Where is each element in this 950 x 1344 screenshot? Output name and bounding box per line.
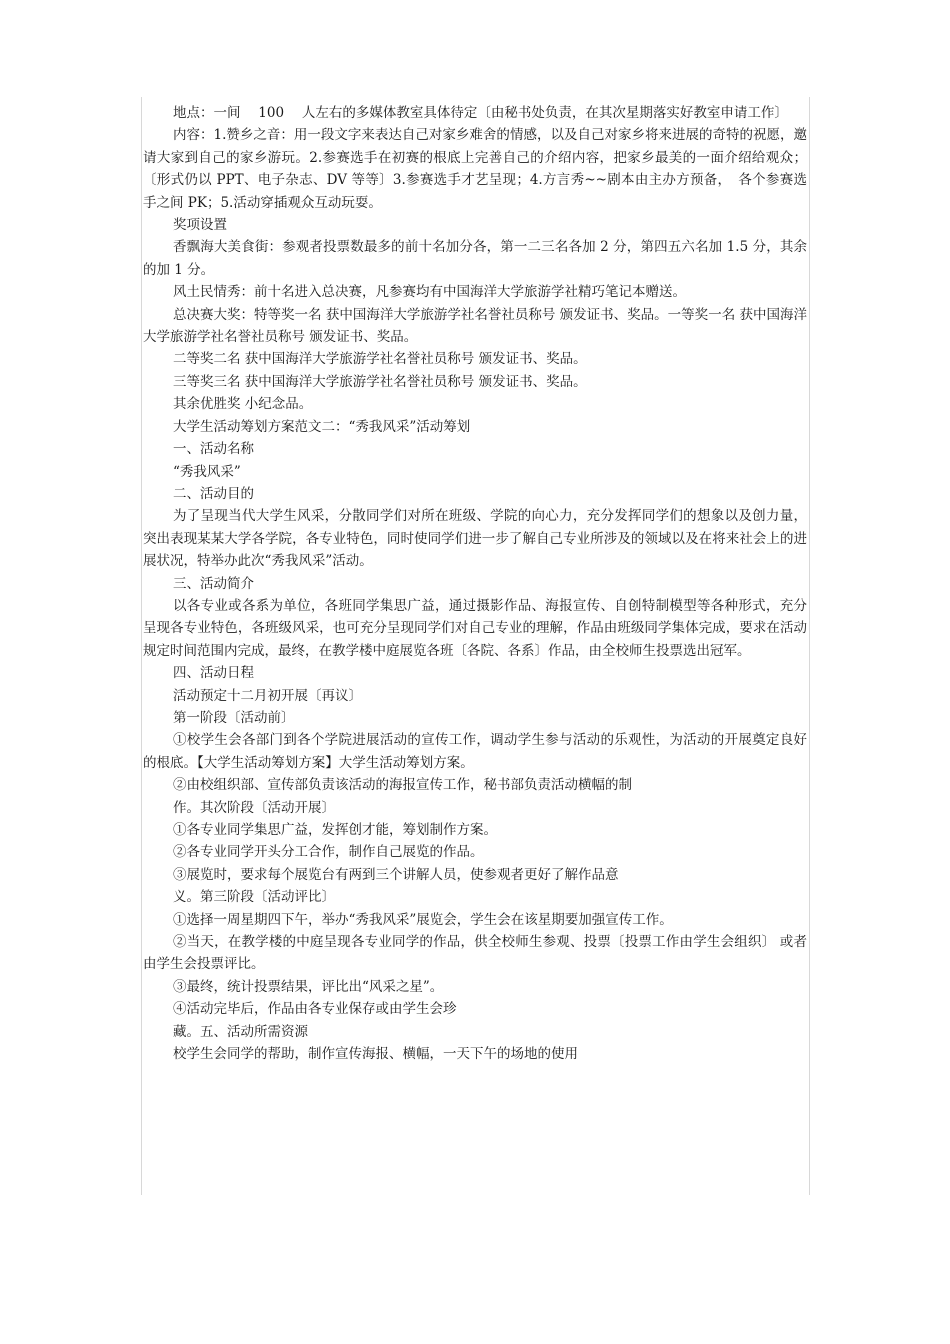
list-item: 藏。五、活动所需资源 bbox=[173, 1023, 308, 1040]
paragraph-folk-show-award: 风土民情秀：前十名进入总决赛，凡参赛均有中国海洋大学旅游学社精巧笔记本赠送。 bbox=[173, 284, 686, 301]
activity-name: “秀我风采” bbox=[173, 463, 241, 480]
paragraph-intro: 以各专业或各系为单位，各班同学集思广益，通过摄影作品、海报宣传、自创特制模型等各种形式，充分呈现各专业特色，各班级风采，也可充分呈现同学们对自己专业的理解，作品由班级同学集体完成，要求在活动规定时间范围内完成，最终，在教学楼中庭展览各班〔各院、各系〕作品，由全校师生投票选出冠军。 bbox=[143, 597, 807, 659]
list-item: 义。第三阶段〔活动评比〕 bbox=[173, 889, 335, 906]
paragraph-location: 地点：一间 100 人左右的多媒体教室具体待定〔由秘书处负责，在其次星期落实好教室申请工作〕 bbox=[173, 105, 788, 121]
paragraph-purpose: 为了呈现当代大学生风采，分散同学们对所在班级、学院的向心力，充分发挥同学们的想象以及创力量，突出表现某某大学各学院，各专业特色，同时使同学们进一步了解自己专业所涉及的领域以及在将来社会上的进展状况，特举办此次“秀我风采”活动。 bbox=[143, 508, 807, 570]
list-item: ②各专业同学开头分工合作，制作自己展览的作品。 bbox=[173, 844, 484, 861]
list-item: ③最终，统计投票结果，评比出“风采之星”。 bbox=[173, 978, 444, 995]
paragraph-final-award: 总决赛大奖：特等奖一名 获中国海洋大学旅游学社名誉社员称号 颁发证书、奖品。一等奖一名 获中国海洋大学旅游学社名誉社员称号 颁发证书、奖品。 bbox=[143, 306, 807, 346]
list-item: ④活动完毕后，作品由各专业保存或由学生会珍 bbox=[173, 1001, 457, 1018]
list-item: ②当天，在教学楼的中庭呈现各专业同学的作品，供全校师生参观、投票〔投票工作由学生会组织〕 或者由学生会投票评比。 bbox=[143, 934, 807, 973]
paragraph-schedule-start: 活动预定十二月初开展〔再议〕 bbox=[173, 687, 362, 704]
heading-sample-two: 大学生活动筹划方案范文二：“秀我风采”活动筹划 bbox=[173, 418, 471, 435]
list-item: ②由校组织部、宣传部负责该活动的海报宣传工作，秘书部负责活动横幅的制 bbox=[173, 777, 632, 794]
heading-activity-intro: 三、活动简介 bbox=[173, 575, 254, 592]
list-item: ③展览时，要求每个展览台有两到三个讲解人员，使参观者更好了解作品意 bbox=[173, 866, 619, 883]
heading-awards: 奖项设置 bbox=[173, 217, 227, 234]
paragraph-food-street-award: 香飘海大美食街：参观者投票数最多的前十名加分各，第一二三名各加 2 分，第四五六名加 1.5 分，其余的加 1 分。 bbox=[143, 239, 807, 278]
heading-stage-one: 第一阶段〔活动前〕 bbox=[173, 709, 295, 726]
heading-activity-purpose: 二、活动目的 bbox=[173, 485, 254, 502]
list-item: ①选择一周星期四下午，举办“秀我风采”展览会，学生会在该星期要加强宣传工作。 bbox=[173, 911, 673, 928]
paragraph-resources: 校学生会同学的帮助，制作宣传海报、横幅，一天下午的场地的使用 bbox=[173, 1046, 578, 1063]
paragraph-second-prize: 二等奖二名 获中国海洋大学旅游学社名誉社员称号 颁发证书、奖品。 bbox=[173, 351, 587, 368]
document-body bbox=[143, 102, 807, 1065]
heading-activity-name: 一、活动名称 bbox=[173, 441, 254, 458]
list-item: ①校学生会各部门到各个学院进展活动的宣传工作，调动学生参与活动的乐观性，为活动的开展奠定良好的根底。【大学生活动筹划方案】大学生活动筹划方案。 bbox=[143, 732, 807, 771]
list-item: ①各专业同学集思广益，发挥创才能，筹划制作方案。 bbox=[173, 822, 497, 838]
heading-schedule: 四、活动日程 bbox=[173, 665, 254, 682]
paragraph-third-prize: 三等奖三名 获中国海洋大学旅游学社名誉社员称号 颁发证书、奖品。 bbox=[173, 373, 587, 390]
list-item: 作。其次阶段〔活动开展〕 bbox=[173, 799, 335, 816]
paragraph-content: 内容：1.赞乡之音：用一段文字来表达自己对家乡难舍的情感，以及自己对家乡将来进展的奇特的祝愿，邀请大家到自己的家乡游玩。2.参赛选手在初赛的根底上完善自己的介绍内容，把家乡最美的一面介绍给观众；〔形式仍以 PPT、电子杂志、DV 等等〕3.参赛选手才艺呈现；4.方言秀~~剧本由主办方预备， 各个参赛选手之间 PK；5.活动穿插观众互动玩耍。 bbox=[143, 127, 807, 211]
paragraph-other-prize: 其余优胜奖 小纪念品。 bbox=[173, 396, 313, 413]
